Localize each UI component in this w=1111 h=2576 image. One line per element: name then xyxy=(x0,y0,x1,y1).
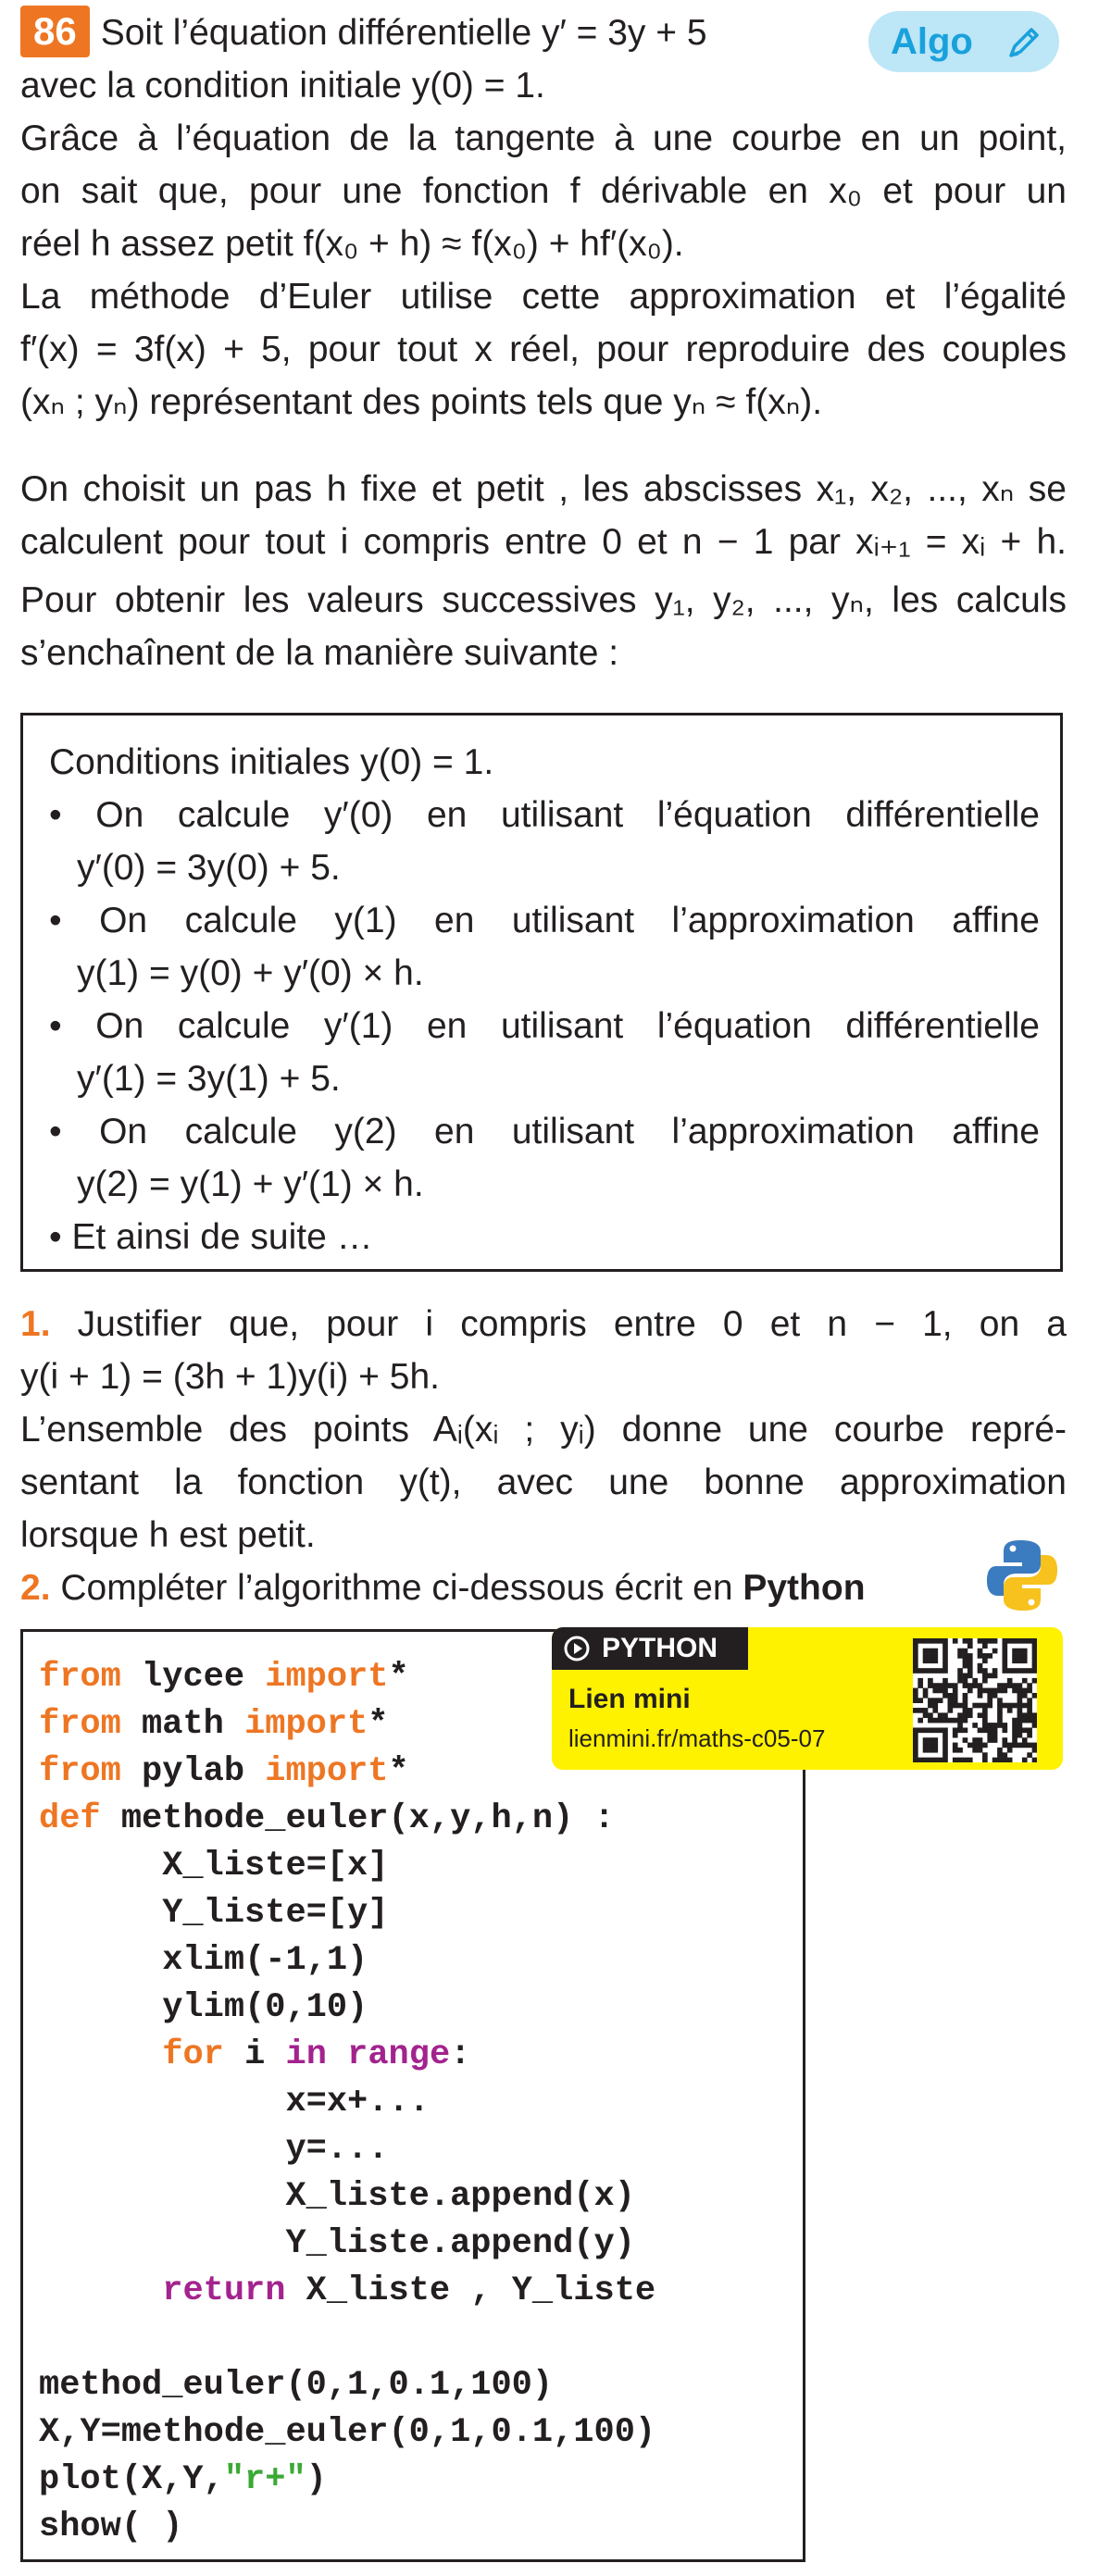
q2-python-word: Python xyxy=(743,1568,866,1608)
qr-code-icon[interactable] xyxy=(913,1638,1037,1762)
lien-mini-title: Lien mini xyxy=(568,1684,691,1714)
q1-line-3: L’ensemble des points Aᵢ(xᵢ ; yᵢ) donne une courbe repré- xyxy=(20,1410,1067,1450)
code-line: xlim(-1,1) xyxy=(39,1941,368,1980)
code-line: for i in range: xyxy=(162,2035,471,2074)
code-line: plot(X,Y,"r+") xyxy=(39,2460,327,2499)
successive-paragraph xyxy=(20,574,1067,679)
q1-line-4: sentant la fonction y(t), avec une bonne approximation xyxy=(20,1462,1067,1502)
question-1 xyxy=(20,1298,1067,1562)
box-line: y(2) = y(1) + y′(1) × h. xyxy=(77,1164,424,1204)
code-line: return X_liste , Y_liste xyxy=(162,2271,656,2310)
python-badge-label: PYTHON xyxy=(602,1633,718,1663)
q2-number: 2. xyxy=(20,1568,51,1608)
algo-badge-label: Algo xyxy=(891,21,973,62)
box-line: • On calcule y′(1) en utilisant l’équation différentielle xyxy=(49,1006,1040,1046)
euler-steps xyxy=(49,736,1040,1263)
code-line: y=... xyxy=(39,2130,389,2169)
code-line: ylim(0,10) xyxy=(39,1988,368,2027)
step-paragraph xyxy=(20,463,1067,568)
intro-line-7: f′(x) = 3f(x) + 5, pour tout x réel, pour reproduire des couples xyxy=(20,330,1067,369)
exercise-intro xyxy=(20,6,1067,429)
play-circle-icon xyxy=(563,1635,591,1662)
intro-line-6: La méthode d’Euler utilise cette approximation et l’égalité xyxy=(20,277,1067,317)
code-line: X,Y=methode_euler(0,1,0.1,100) xyxy=(39,2413,656,2452)
code-line: X_liste.append(x) xyxy=(39,2177,635,2216)
step-line-1: On choisit un pas h fixe et petit , les abscisses x₁, x₂, ..., xₙ se xyxy=(20,469,1067,509)
box-line: y′(1) = 3y(1) + 5. xyxy=(77,1059,341,1099)
code-line: x=x+... xyxy=(39,2083,430,2122)
exercise-number: 86 xyxy=(20,6,90,57)
box-line: Conditions initiales y(0) = 1. xyxy=(49,742,494,782)
code-line: from lycee import* xyxy=(39,1658,409,1697)
box-line: y′(0) = 3y(0) + 5. xyxy=(77,848,341,888)
q1-number: 1. xyxy=(20,1304,51,1344)
code-line: def methode_euler(x,y,h,n) : xyxy=(39,1799,615,1838)
code-line: show( ) xyxy=(39,2508,183,2546)
python-code xyxy=(39,1654,655,2551)
intro-line-1: 86 Soit l’équation différentielle y′ = 3y + 5 xyxy=(20,6,1067,59)
question-2 xyxy=(20,1562,974,1614)
python-badge xyxy=(552,1627,748,1670)
code-line: from math import* xyxy=(39,1705,389,1744)
intro-line-2: avec la condition initiale y(0) = 1. xyxy=(20,66,545,106)
succ-line-1: Pour obtenir les valeurs successives y₁, y₂, ..., yₙ, les calculs xyxy=(20,580,1067,620)
box-line: • Et ainsi de suite … xyxy=(49,1217,373,1257)
lien-mini-url[interactable]: lienmini.fr/maths-c05-07 xyxy=(568,1724,826,1752)
box-line: y(1) = y(0) + y′(0) × h. xyxy=(77,953,424,993)
box-line: • On calcule y(2) en utilisant l’approximation affine xyxy=(49,1112,1040,1151)
code-line: from pylab import* xyxy=(39,1752,409,1791)
code-line: Y_liste.append(y) xyxy=(39,2224,635,2263)
succ-line-2: s’enchaînent de la manière suivante : xyxy=(20,633,619,673)
q1-line-5: lorsque h est petit. xyxy=(20,1515,316,1555)
euler-steps-box xyxy=(20,713,1063,1272)
box-line: • On calcule y(1) en utilisant l’approximation affine xyxy=(49,901,1040,940)
intro-line-4: on sait que, pour une fonction f dérivable en x₀ et pour un xyxy=(20,171,1067,211)
code-line: method_euler(0,1,0.1,100) xyxy=(39,2366,554,2405)
q1-line-1: 1. Justifier que, pour i compris entre 0 et n − 1, on a xyxy=(20,1304,1067,1344)
code-line: X_liste=[x] xyxy=(39,1847,389,1885)
code-line: Y_liste=[y] xyxy=(39,1894,389,1933)
step-line-2: calculent pour tout i compris entre 0 et n − 1 par xᵢ₊₁ = xᵢ + h. xyxy=(20,522,1067,562)
intro-line-8: (xₙ ; yₙ) représentant des points tels que yₙ ≈ f(xₙ). xyxy=(20,382,823,422)
intro-line-3: Grâce à l’équation de la tangente à une courbe en un point, xyxy=(20,118,1067,158)
python-logo-icon xyxy=(983,1537,1061,1614)
intro-line-5: réel h assez petit f(x₀ + h) ≈ f(x₀) + hf′(x₀). xyxy=(20,224,684,264)
q1-line-2: y(i + 1) = (3h + 1)y(i) + 5h. xyxy=(20,1357,441,1397)
q2-line: 2. Compléter l’algorithme ci-dessous écrit en Python xyxy=(20,1568,866,1608)
box-line: • On calcule y′(0) en utilisant l’équation différentielle xyxy=(49,795,1040,835)
